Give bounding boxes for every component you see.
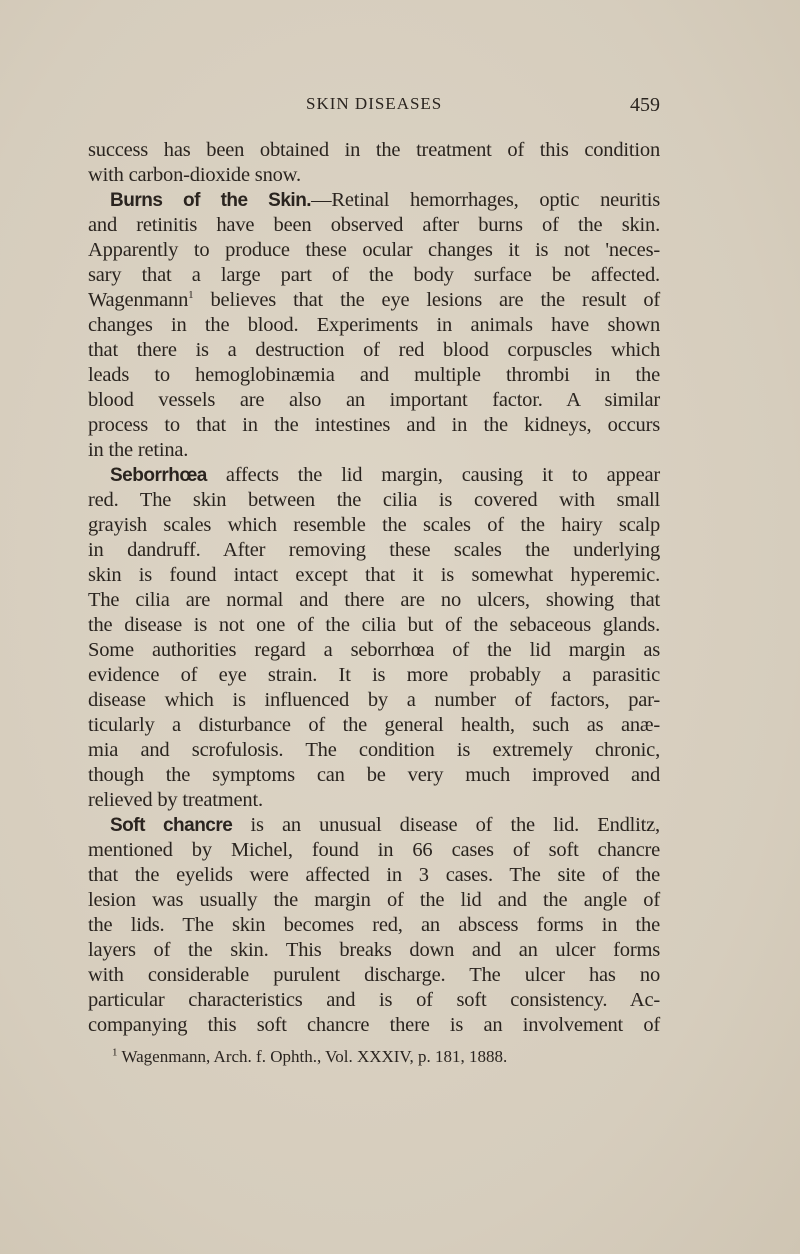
line-text: grayish scales which resemble the scales of the hairy scalp xyxy=(88,514,660,536)
text-line xyxy=(88,313,660,338)
text-line xyxy=(88,913,660,938)
line-text: and retinitis have been observed after burns of the skin. xyxy=(88,214,660,236)
text-line xyxy=(88,988,660,1013)
line-text: evidence of eye strain. It is more probably a parasitic xyxy=(88,664,660,686)
text-line xyxy=(88,513,660,538)
text-line xyxy=(88,1013,660,1038)
line-text: Some authorities regard a seborrhœa of the lid margin as xyxy=(88,639,660,661)
line-text: though the symptoms can be very much improved and xyxy=(88,764,660,786)
footnote-reference: 1 xyxy=(188,289,194,302)
line-text: The cilia are normal and there are no ulcers, showing that xyxy=(88,589,660,611)
text-line xyxy=(88,238,660,263)
line-text: in dandruff. After removing these scales the underlying xyxy=(88,539,660,561)
body-text xyxy=(88,138,660,1038)
text-line xyxy=(88,163,660,188)
line-text: particular characteristics and is of soft consistency. Ac- xyxy=(88,989,660,1011)
text-line xyxy=(88,413,660,438)
text-line xyxy=(88,888,660,913)
text-line xyxy=(88,663,660,688)
text-line xyxy=(88,388,660,413)
line-text: —Retinal hemorrhages, optic neuritis xyxy=(311,189,660,211)
line-text: Wagenmann xyxy=(88,289,189,311)
line-text: with considerable purulent discharge. The ulcer has no xyxy=(88,964,660,986)
line-text: blood vessels are also an important factor. A similar xyxy=(88,389,660,411)
line-text: changes in the blood. Experiments in animals have shown xyxy=(88,314,660,336)
text-line xyxy=(88,688,660,713)
line-text: success has been obtained in the treatment of this condition xyxy=(88,139,660,161)
line-text: believes that the eye lesions are the result of xyxy=(193,289,660,311)
text-line xyxy=(88,138,660,163)
text-line xyxy=(88,938,660,963)
line-text: lesion was usually the margin of the lid and the angle of xyxy=(88,889,660,911)
text-line xyxy=(88,263,660,288)
line-text: layers of the skin. This breaks down and an ulcer forms xyxy=(88,939,660,961)
text-line xyxy=(88,563,660,588)
run-in-heading: Soft chancre xyxy=(110,815,233,836)
text-line xyxy=(88,213,660,238)
line-text: that the eyelids were affected in 3 cases. The site of the xyxy=(88,864,660,886)
line-text: red. The skin between the cilia is covered with small xyxy=(88,489,660,511)
text-line xyxy=(88,813,660,838)
text-line xyxy=(88,788,660,813)
footnote-text: Wagenmann, Arch. f. Ophth., Vol. XXXIV, p. 181, 1888. xyxy=(117,1047,508,1066)
text-line xyxy=(88,713,660,738)
line-text: with carbon-dioxide snow. xyxy=(88,164,301,186)
line-text: disease which is influenced by a number of factors, par- xyxy=(88,689,660,711)
text-line xyxy=(88,738,660,763)
text-line xyxy=(88,863,660,888)
running-header xyxy=(88,94,660,120)
line-text: sary that a large part of the body surface be affected. xyxy=(88,264,660,286)
line-text: the lids. The skin becomes red, an abscess forms in the xyxy=(88,914,660,936)
text-line xyxy=(88,463,660,488)
line-text: the disease is not one of the cilia but of the sebaceous glands. xyxy=(88,614,660,636)
text-line xyxy=(88,613,660,638)
line-text: is an unusual disease of the lid. Endlitz, xyxy=(232,814,660,836)
line-text: mentioned by Michel, found in 66 cases of soft chancre xyxy=(88,839,660,861)
running-title: SKIN DISEASES xyxy=(306,94,443,113)
line-text: relieved by treatment. xyxy=(88,789,263,811)
line-text: mia and scrofulosis. The condition is extremely chronic, xyxy=(88,739,660,761)
line-text: companying this soft chancre there is an involvement of xyxy=(88,1014,660,1036)
line-text: Apparently to produce these ocular changes it is not 'neces- xyxy=(88,239,660,261)
text-line xyxy=(88,488,660,513)
text-line xyxy=(88,838,660,863)
text-line xyxy=(88,588,660,613)
line-text: that there is a destruction of red blood corpuscles which xyxy=(88,339,660,361)
text-line xyxy=(88,538,660,563)
line-text: in the retina. xyxy=(88,439,189,461)
text-line xyxy=(88,763,660,788)
run-in-heading: Seborrhœa xyxy=(110,465,207,486)
text-line xyxy=(88,963,660,988)
run-in-heading: Burns of the Skin. xyxy=(110,190,312,211)
text-line xyxy=(88,438,660,463)
text-line xyxy=(88,288,660,313)
line-text: ticularly a disturbance of the general health, such as anæ- xyxy=(88,714,660,736)
line-text: leads to hemoglobinæmia and multiple thrombi in the xyxy=(88,364,660,386)
text-line xyxy=(88,638,660,663)
line-text: process to that in the intestines and in the kidneys, occurs xyxy=(88,414,660,436)
footnote-marker: 1 xyxy=(112,1046,118,1059)
page-number: 459 xyxy=(630,94,660,116)
footnote xyxy=(88,1046,660,1068)
line-text: affects the lid margin, causing it to appear xyxy=(206,464,660,486)
text-line xyxy=(88,338,660,363)
text-line xyxy=(88,188,660,213)
line-text: skin is found intact except that it is somewhat hyperemic. xyxy=(88,564,660,586)
page-content xyxy=(88,138,660,1068)
text-line xyxy=(88,363,660,388)
